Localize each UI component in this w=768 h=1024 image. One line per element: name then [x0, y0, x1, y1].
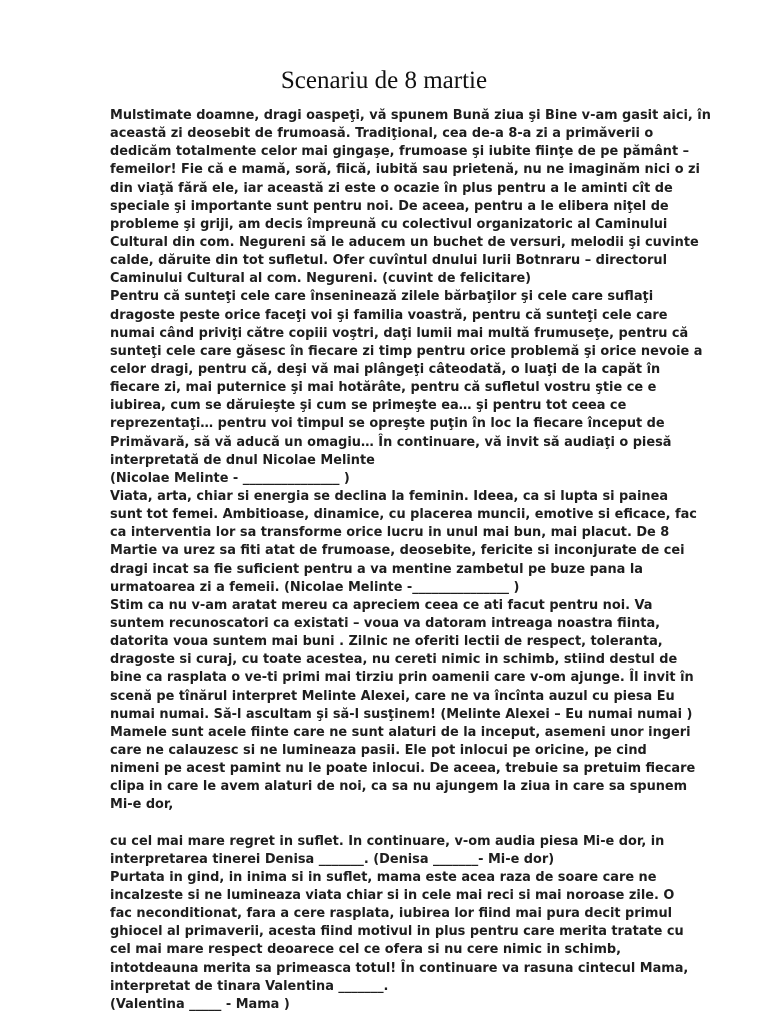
text-line: Cultural din com. Negureni să le aducem un buchet de versuri, melodii şi cuvinte: [110, 234, 699, 250]
text-line: datorita voua suntem mai buni . Zilnic ne oferiti lectii de respect, toleranta,: [110, 634, 663, 650]
text-line: ca interventia lor sa transforme orice lucru in unul mai bun, mai placut. De 8: [110, 525, 670, 541]
text-line: dragi incat sa fie suficient pentru a va mentine zambetul pe buze pana la: [110, 561, 643, 577]
text-line: (Valentina _____ - Mama ): [110, 996, 290, 1012]
text-line: numai numai. Să-l ascultam şi să-l susţinem! (Melinte Alexei – Eu numai numai ): [110, 706, 693, 722]
text-line: ghiocel al primaverii, acesta fiind motivul in plus pentru care merita tratate cu: [110, 924, 684, 940]
text-line: suntem recunoscatori ca existati – voua va datoram intreaga noastra fiinta,: [110, 615, 661, 631]
text-line: interpretată de dnul Nicolae Melinte: [110, 452, 375, 468]
text-line: reprezentaţi… pentru voi timpul se opreşte puţin în loc la fiecare început de: [110, 416, 665, 432]
text-line: sunt tot femei. Ambitioase, dinamice, cu placerea muncii, emotive si eficace, fac: [110, 507, 697, 523]
text-line: interpretarea tinerei Denisa _______. (Denisa _______- Mi-e dor): [110, 851, 555, 867]
text-line: incalzeste si ne lumineaza viata chiar si in cele mai reci si mai noroase zile. O: [110, 888, 675, 904]
paragraph-gap: [110, 814, 715, 832]
text-line: (Nicolae Melinte - _______________ ): [110, 470, 350, 486]
text-line: femeilor! Fie că e mamă, soră, fiică, iubită sau prietenă, nu ne imaginăm nici o zi: [110, 162, 700, 178]
text-line: celor dragi, pentru că, deşi vă mai plângeţi câteodată, o luaţi de la capăt în: [110, 361, 661, 377]
text-line: dedicăm totalmente celor mai gingaşe, frumoase şi iubite fiinţe de pe pământ –: [110, 144, 690, 160]
document-title: Scenariu de 8 martie: [280, 67, 488, 94]
text-line: intotdeauna merita sa primeasca totul! În continuare va rasuna cintecul Mama,: [110, 960, 689, 976]
text-line: numai când priviţi către copiii voştri, daţi lumii mai multă frumuseţe, pentru că: [110, 325, 689, 341]
text-line: scenă pe tînărul interpret Melinte Alexei, care ne va încînta auzul cu piesa Eu: [110, 688, 675, 704]
text-line: fac neconditionat, fara a cere rasplata, iubirea lor fiind mai pura decit primul: [110, 906, 673, 922]
text-line: care ne calauzesc si ne lumineaza pasii. Ele pot inlocui pe oricine, pe cind: [110, 742, 647, 758]
text-line: Caminului Cultural al com. Negureni. (cuvint de felicitare): [110, 271, 532, 287]
text-line: sunteţi cele care găsesc în fiecare zi timp pentru orice problemă şi orice nevoie a: [110, 343, 703, 359]
text-line: bine ca rasplata o ve-ti primi mai tirziu prin oamenii care v-om ajunge. Îl invit în: [110, 670, 694, 686]
text-line: această zi deosebit de frumoasă. Tradiţional, cea de-a 8-a zi a primăverii o: [110, 126, 654, 142]
text-line: speciale şi importante sunt pentru noi. De aceea, pentru a le elibera niţel de: [110, 198, 669, 214]
document-body: [110, 107, 715, 1014]
text-line: calde, dăruite din tot sufletul. Ofer cuvîntul dnului Iurii Botnraru – directorul: [110, 253, 667, 269]
text-line: fiecare zi, mai puternice şi mai hotărâte, pentru că sufletul vostru ştie ce e: [110, 380, 657, 396]
text-line: dragoste si curaj, cu toate acestea, nu cereti nimic in schimb, stiind destul de: [110, 652, 678, 668]
text-line: Purtata in gind, in inima si in suflet, mama este acea raza de soare care ne: [110, 869, 657, 885]
text-line: urmatoarea zi a femeii. (Nicolae Melinte -_______________ ): [110, 579, 520, 595]
text-line: Martie va urez sa fiti atat de frumoase, deosebite, fericite si inconjurate de cei: [110, 543, 685, 559]
text-line: Mi-e dor,: [110, 797, 174, 813]
text-line: Stim ca nu v-am aratat mereu ca apreciem ceea ce ati facut pentru noi. Va: [110, 597, 653, 613]
text-line: Pentru că sunteţi cele care înseninează zilele bărbaţilor şi cele care suflaţi: [110, 289, 654, 305]
text-line: nimeni pe acest pamint nu le poate inlocui. De aceea, trebuie sa pretuim fiecare: [110, 761, 696, 777]
text-line: probleme şi griji, am decis împreună cu colectivul organizatoric al Caminului: [110, 216, 668, 232]
text-line: clipa in care le avem alaturi de noi, ca sa nu ajungem la ziua in care sa spunem: [110, 779, 688, 795]
text-line: interpretat de tinara Valentina _______.: [110, 978, 389, 994]
text-line: cu cel mai mare regret in suflet. In continuare, v-om audia piesa Mi-e dor, in: [110, 833, 665, 849]
text-line: Mamele sunt acele fiinte care ne sunt alaturi de la inceput, asemeni unor ingeri: [110, 724, 691, 740]
text-line: dragoste peste orice faceţi voi şi familia voastră, pentru că sunteţi cele care: [110, 307, 668, 323]
text-line: din viaţă fără ele, iar această zi este o ocazie în plus pentru a le aminti cît de: [110, 180, 673, 196]
text-line: Viata, arta, chiar si energia se declina la feminin. Ideea, ca si lupta si painea: [110, 488, 669, 504]
text-line: cel mai mare respect deoarece cel ce ofera si nu cere nimic in schimb,: [110, 942, 622, 958]
text-line: iubirea, cum se dăruieşte şi cum se primeşte ea… şi pentru tot ceea ce: [110, 398, 627, 414]
text-line: Mulstimate doamne, dragi oaspeţi, vă spunem Bună ziua şi Bine v-am gasit aici, în: [110, 108, 711, 123]
text-line: Primăvară, să vă aducă un omagiu… În continuare, vă invit să audiaţi o piesă: [110, 434, 672, 450]
